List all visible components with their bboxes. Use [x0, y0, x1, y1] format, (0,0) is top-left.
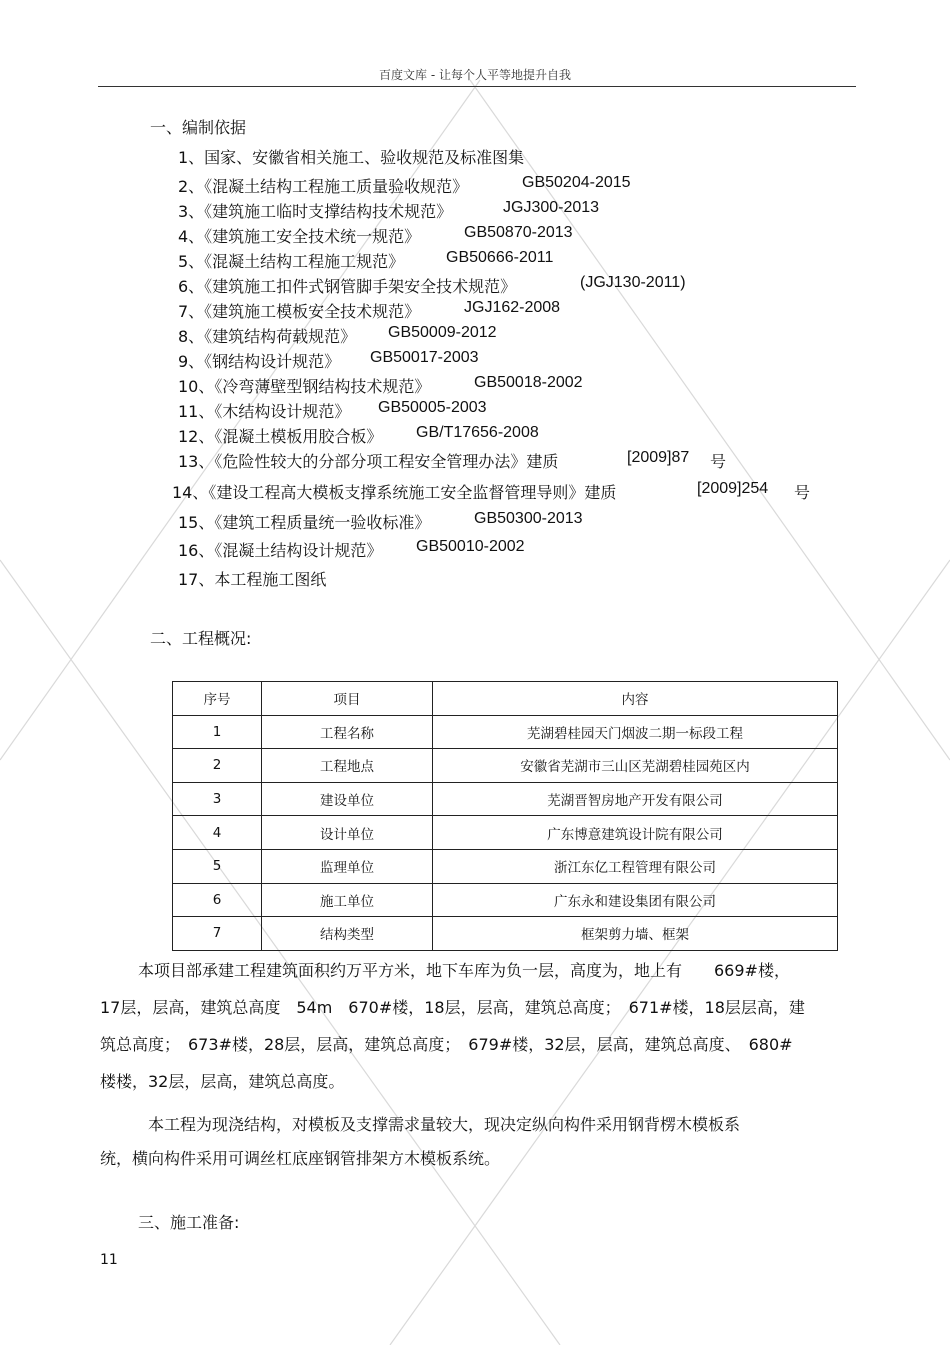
basis-item-text: 1、国家、安徽省相关施工、验收规范及标准图集 [178, 148, 525, 167]
table-cell: 结构类型 [262, 917, 433, 951]
table-cell: 框架剪力墙、框架 [433, 917, 838, 951]
structure-paragraph-line: 本工程为现浇结构，对模板及支撑需求量较大，现决定纵向构件采用钢背楞木模板系 [148, 1115, 741, 1134]
basis-item-text: 12、《混凝土模板用胶合板》 [178, 427, 383, 446]
basis-item-code: GB50010-2002 [416, 538, 525, 555]
basis-item-text: 17、本工程施工图纸 [178, 570, 327, 589]
table-cell: 广东博意建筑设计院有限公司 [433, 816, 838, 850]
table-cell: 4 [173, 816, 262, 850]
table-cell: 芜湖晋智房地产开发有限公司 [433, 782, 838, 816]
table-cell: 设计单位 [262, 816, 433, 850]
basis-item-text: 15、《建筑工程质量统一验收标准》 [178, 513, 431, 532]
table-cell: 1 [173, 715, 262, 749]
table-cell: 5 [173, 849, 262, 883]
basis-item-text: 5、《混凝土结构工程施工规范》 [178, 252, 405, 271]
table-cell: 6 [173, 883, 262, 917]
table-cell: 3 [173, 782, 262, 816]
basis-item-text: 8、《建筑结构荷载规范》 [178, 327, 357, 346]
table-row [173, 917, 838, 951]
basis-item-text: 6、《建筑施工扣件式钢管脚手架安全技术规范》 [178, 277, 517, 296]
table-row [173, 816, 838, 850]
basis-item-code: GB50300-2013 [474, 510, 583, 527]
basis-item-text: 7、《建筑施工模板安全技术规范》 [178, 302, 421, 321]
basis-item-text: 13、《危险性较大的分部分项工程安全管理办法》建质 [178, 452, 559, 471]
overview-paragraph-line: 筑总高度； 673#楼，28层，层高，建筑总高度； 679#楼，32层，层高，建筑总高度、 680# [100, 1035, 793, 1054]
table-cell: 芜湖碧桂园天门烟波二期一标段工程 [433, 715, 838, 749]
basis-item-text: 4、《建筑施工安全技术统一规范》 [178, 227, 421, 246]
basis-item-code: [2009]254 [697, 480, 769, 497]
basis-item-text: 14、《建设工程高大模板支撑系统施工安全监督管理导则》建质 [172, 483, 617, 502]
section-title-basis: 一、编制依据 [150, 118, 247, 137]
table-cell: 2 [173, 749, 262, 783]
table-row [173, 849, 838, 883]
table-row [173, 749, 838, 783]
table-row [173, 715, 838, 749]
overview-paragraph-line: 17层，层高，建筑总高度 54m 670#楼，18层，层高，建筑总高度； 671#楼，18层层高，建 [100, 998, 805, 1017]
overview-paragraph-line: 楼楼，32层，层高，建筑总高度。 [100, 1072, 345, 1091]
basis-item-text: 10、《冷弯薄壁型钢结构技术规范》 [178, 377, 431, 396]
table-cell: 施工单位 [262, 883, 433, 917]
table-cell: 广东永和建设集团有限公司 [433, 883, 838, 917]
table-row [173, 782, 838, 816]
table-cell: 工程名称 [262, 715, 433, 749]
table-cell: 工程地点 [262, 749, 433, 783]
basis-item-text: 16、《混凝土结构设计规范》 [178, 541, 383, 560]
section-title-preparation: 三、施工准备: [138, 1213, 240, 1232]
header-cell-content: 内容 [433, 682, 838, 716]
basis-item-suffix: 号 [794, 483, 811, 502]
basis-item-text: 11、《木结构设计规范》 [178, 402, 351, 421]
page-header: 百度文库 - 让每个人平等地提升自我 [379, 68, 571, 82]
basis-item-code: (JGJ130-2011) [580, 274, 686, 291]
basis-item-code: GB50009-2012 [388, 324, 497, 341]
table-cell: 监理单位 [262, 849, 433, 883]
project-overview-table [172, 681, 838, 951]
section-title-overview: 二、工程概况: [150, 629, 252, 648]
structure-paragraph-line: 统，横向构件采用可调丝杠底座钢管排架方木模板系统。 [100, 1149, 501, 1168]
basis-item-code: GB/T17656-2008 [416, 424, 539, 441]
table-cell: 建设单位 [262, 782, 433, 816]
basis-item-code: GB50018-2002 [474, 374, 583, 391]
table-row [173, 883, 838, 917]
page-number: 11 [100, 1252, 118, 1268]
table-cell: 7 [173, 917, 262, 951]
basis-item-text: 2、《混凝土结构工程施工质量验收规范》 [178, 177, 469, 196]
table-cell: 浙江东亿工程管理有限公司 [433, 849, 838, 883]
basis-item-code: GB50204-2015 [522, 174, 631, 191]
table-header-row [173, 682, 838, 716]
basis-item-code: GB50666-2011 [446, 249, 554, 266]
basis-item-code: GB50870-2013 [464, 224, 573, 241]
basis-item-code: GB50017-2003 [370, 349, 479, 366]
basis-item-code: JGJ300-2013 [503, 199, 600, 216]
basis-item-code: GB50005-2003 [378, 399, 487, 416]
basis-item-code: JGJ162-2008 [464, 299, 561, 316]
header-cell-index: 序号 [173, 682, 262, 716]
header-cell-item: 项目 [262, 682, 433, 716]
basis-item-code: [2009]87 [627, 449, 690, 466]
header-divider [98, 86, 856, 87]
basis-item-suffix: 号 [710, 452, 727, 471]
table-cell: 安徽省芜湖市三山区芜湖碧桂园苑区内 [433, 749, 838, 783]
basis-item-text: 3、《建筑施工临时支撑结构技术规范》 [178, 202, 453, 221]
overview-paragraph-line: 本项目部承建工程建筑面积约万平方米，地下车库为负一层，高度为，地上有 669#楼， [138, 961, 790, 980]
basis-item-text: 9、《钢结构设计规范》 [178, 352, 341, 371]
